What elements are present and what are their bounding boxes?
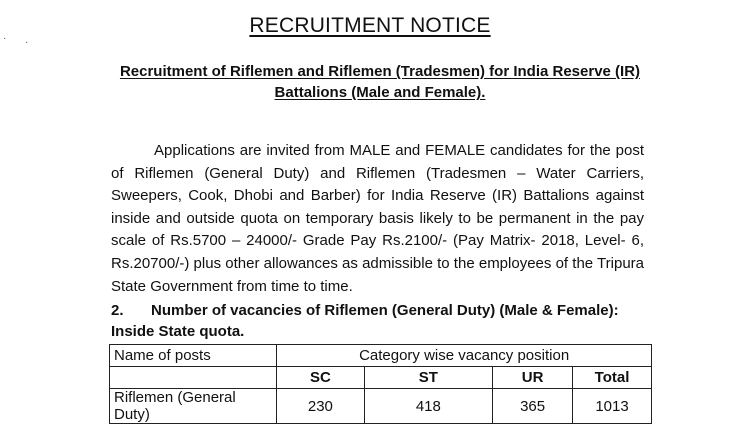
table-row — [110, 389, 652, 424]
col-header-st: ST — [364, 367, 493, 389]
col-header-sc: SC — [277, 367, 364, 389]
notice-subtitle: Recruitment of Riflemen and Riflemen (Tradesmen) for India Reserve (IR) Battalions (Male and Female). — [119, 63, 641, 101]
notice-paragraph: Applications are invited from MALE and FEMALE candidates for the post of Riflemen (General Duty) and Riflemen (Tradesmen – Water Carriers, Sweepers, Cook, Dhobi and Barber) for India Reserve (IR) Battalions against inside and outside quota on temporary basis likely to be permanent in the pay scale of Rs.5700 – 24000/- Grade Pay Rs.2100/- (Pay Matrix- 2018, Level- 6, Rs.20700/-) plus other allowances as admissible to the employees of the Tripura State Government from time to time. — [111, 142, 644, 295]
value-ur: 365 — [493, 389, 573, 424]
value-st: 418 — [364, 389, 493, 424]
category-header: Category wise vacancy position — [277, 345, 652, 367]
scan-speck: · — [25, 37, 29, 48]
row-post-name: Riflemen (General Duty) — [110, 389, 277, 424]
section-heading-text: Number of vacancies of Riflemen (General Duty) (Male & Female): Inside State quota. — [111, 302, 619, 340]
section-heading — [111, 300, 651, 342]
empty-cell — [110, 367, 277, 389]
vacancy-table — [109, 344, 652, 424]
table-subheader-row — [110, 367, 652, 389]
notice-title: RECRUITMENT NOTICE — [249, 14, 491, 37]
section-number: 2. — [111, 302, 124, 319]
col-header-total: Total — [573, 367, 652, 389]
posts-header: Name of posts — [110, 345, 277, 367]
value-total: 1013 — [573, 389, 652, 424]
value-sc: 230 — [277, 389, 364, 424]
scan-speck: · — [3, 33, 7, 44]
table-header-row — [110, 345, 652, 367]
col-header-ur: UR — [493, 367, 573, 389]
